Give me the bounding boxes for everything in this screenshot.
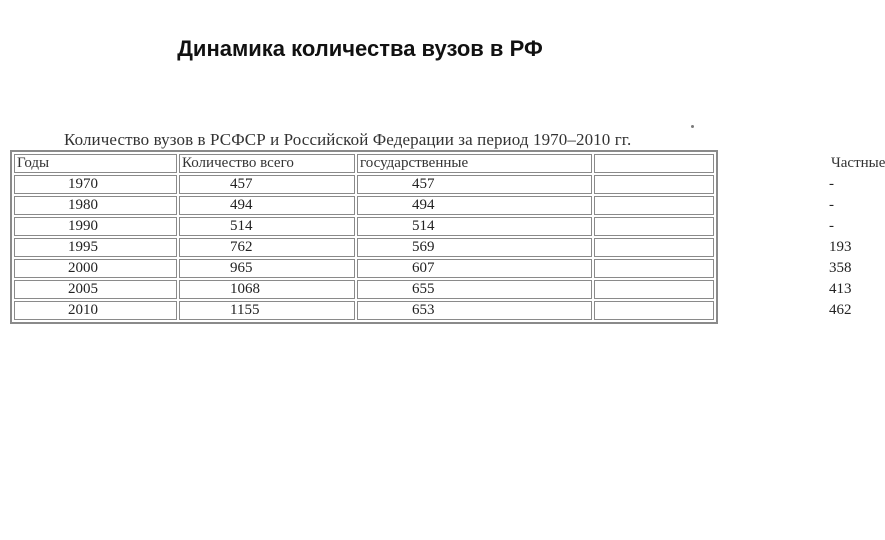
cell-state: 569 (357, 238, 592, 257)
cell-total: 1068 (179, 280, 355, 299)
cell-private: 462 (594, 301, 714, 320)
table-header-row (14, 154, 714, 173)
cell-state: 494 (357, 196, 592, 215)
cell-total: 1155 (179, 301, 355, 320)
cell-private: 413 (594, 280, 714, 299)
cell-total: 965 (179, 259, 355, 278)
cell-year: 1980 (14, 196, 177, 215)
cell-private: - (594, 196, 714, 215)
cell-private: - (594, 175, 714, 194)
table-row (14, 259, 714, 278)
cell-private: 358 (594, 259, 714, 278)
header-private: Частные (594, 154, 714, 173)
scan-speck (691, 125, 694, 128)
header-total: Количество всего (179, 154, 355, 173)
cell-private: 193 (594, 238, 714, 257)
table-row (14, 238, 714, 257)
universities-table (10, 150, 885, 324)
cell-total: 494 (179, 196, 355, 215)
table-row (14, 280, 714, 299)
table-row (14, 175, 714, 194)
header-years: Годы (14, 154, 177, 173)
header-state: государственные (357, 154, 592, 173)
table-caption: Количество вузов в РСФСР и Российской Федерации за период 1970–2010 гг. (64, 130, 632, 149)
slide-title: Динамика количества вузов в РФ (177, 36, 543, 61)
cell-year: 2000 (14, 259, 177, 278)
cell-year: 1970 (14, 175, 177, 194)
cell-total: 457 (179, 175, 355, 194)
cell-state: 607 (357, 259, 592, 278)
cell-state: 655 (357, 280, 592, 299)
cell-state: 457 (357, 175, 592, 194)
cell-year: 1995 (14, 238, 177, 257)
cell-year: 2010 (14, 301, 177, 320)
cell-state: 514 (357, 217, 592, 236)
table-row (14, 301, 714, 320)
cell-year: 2005 (14, 280, 177, 299)
cell-state: 653 (357, 301, 592, 320)
cell-private: - (594, 217, 714, 236)
table-row (14, 196, 714, 215)
cell-year: 1990 (14, 217, 177, 236)
cell-total: 762 (179, 238, 355, 257)
table-row (14, 217, 714, 236)
cell-total: 514 (179, 217, 355, 236)
